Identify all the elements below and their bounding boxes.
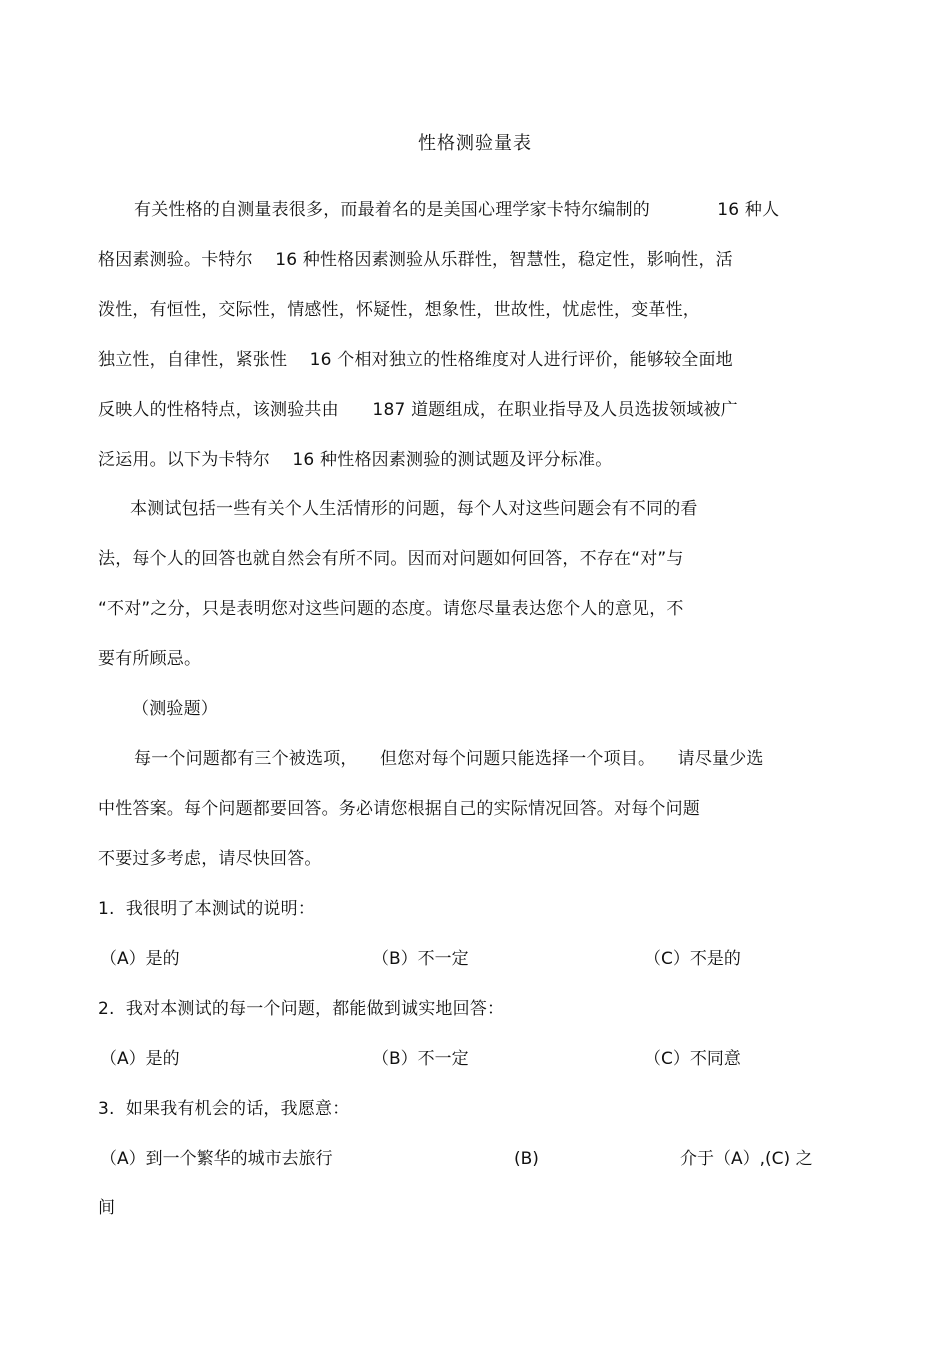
question-2-text: 2. 我对本测试的每一个问题，都能做到诚实地回答：	[98, 999, 505, 1019]
question-1-option-a: （A）是的	[100, 949, 180, 969]
question-2-option-c: （C）不同意	[644, 1049, 741, 1069]
intro-line-1: 有关性格的自测量表很多，而最着名的是美国心理学家卡特尔编制的 16 种人	[134, 200, 780, 220]
guide-line-3: 不要过多考虑，请尽快回答。	[98, 849, 322, 869]
question-2-option-b: （B）不一定	[372, 1049, 469, 1069]
question-3-text: 3. 如果我有机会的话，我愿意：	[98, 1099, 350, 1119]
question-3-option-b: (B)	[514, 1149, 539, 1169]
intro-line-4: 独立性，自律性，紧张性 16 个相对独立的性格维度对人进行评价，能够较全面地	[98, 350, 733, 370]
question-1-text: 1. 我很明了本测试的说明：	[98, 899, 316, 919]
question-3-option-a: （A）到一个繁华的城市去旅行	[100, 1149, 333, 1169]
question-3-continuation: 间	[98, 1198, 116, 1218]
document-title: 性格测验量表	[418, 133, 532, 154]
question-3-option-c: 介于（A）,(C) 之	[680, 1149, 813, 1169]
question-1-option-b: （B）不一定	[372, 949, 469, 969]
instruction-line-3: “不对”之分，只是表明您对这些问题的态度。请您尽量表达您个人的意见，不	[98, 599, 684, 619]
guide-line-1: 每一个问题都有三个被选项， 但您对每个问题只能选择一个项目。 请尽量少选	[134, 749, 764, 769]
intro-line-5: 反映人的性格特点，该测验共由 187 道题组成，在职业指导及人员选拔领域被广	[98, 400, 738, 420]
instruction-line-1: 本测试包括一些有关个人生活情形的问题，每个人对这些问题会有不同的看	[130, 499, 698, 519]
question-1-option-c: （C）不是的	[644, 949, 741, 969]
question-2-option-a: （A）是的	[100, 1049, 180, 1069]
guide-line-2: 中性答案。每个问题都要回答。务必请您根据自己的实际情况回答。对每个问题	[98, 799, 700, 819]
instruction-line-2: 法，每个人的回答也就自然会有所不同。因而对问题如何回答，不存在“对”与	[98, 549, 684, 569]
intro-line-2: 格因素测验。卡特尔 16 种性格因素测验从乐群性，智慧性，稳定性，影响性，活	[98, 250, 733, 270]
instruction-line-4: 要有所顾忌。	[98, 649, 202, 669]
section-label: （测验题）	[132, 699, 218, 719]
intro-line-3: 泼性，有恒性，交际性，情感性，怀疑性，想象性，世故性，忧虑性，变革性，	[98, 300, 700, 320]
intro-line-6: 泛运用。以下为卡特尔 16 种性格因素测验的测试题及评分标准。	[98, 450, 613, 470]
